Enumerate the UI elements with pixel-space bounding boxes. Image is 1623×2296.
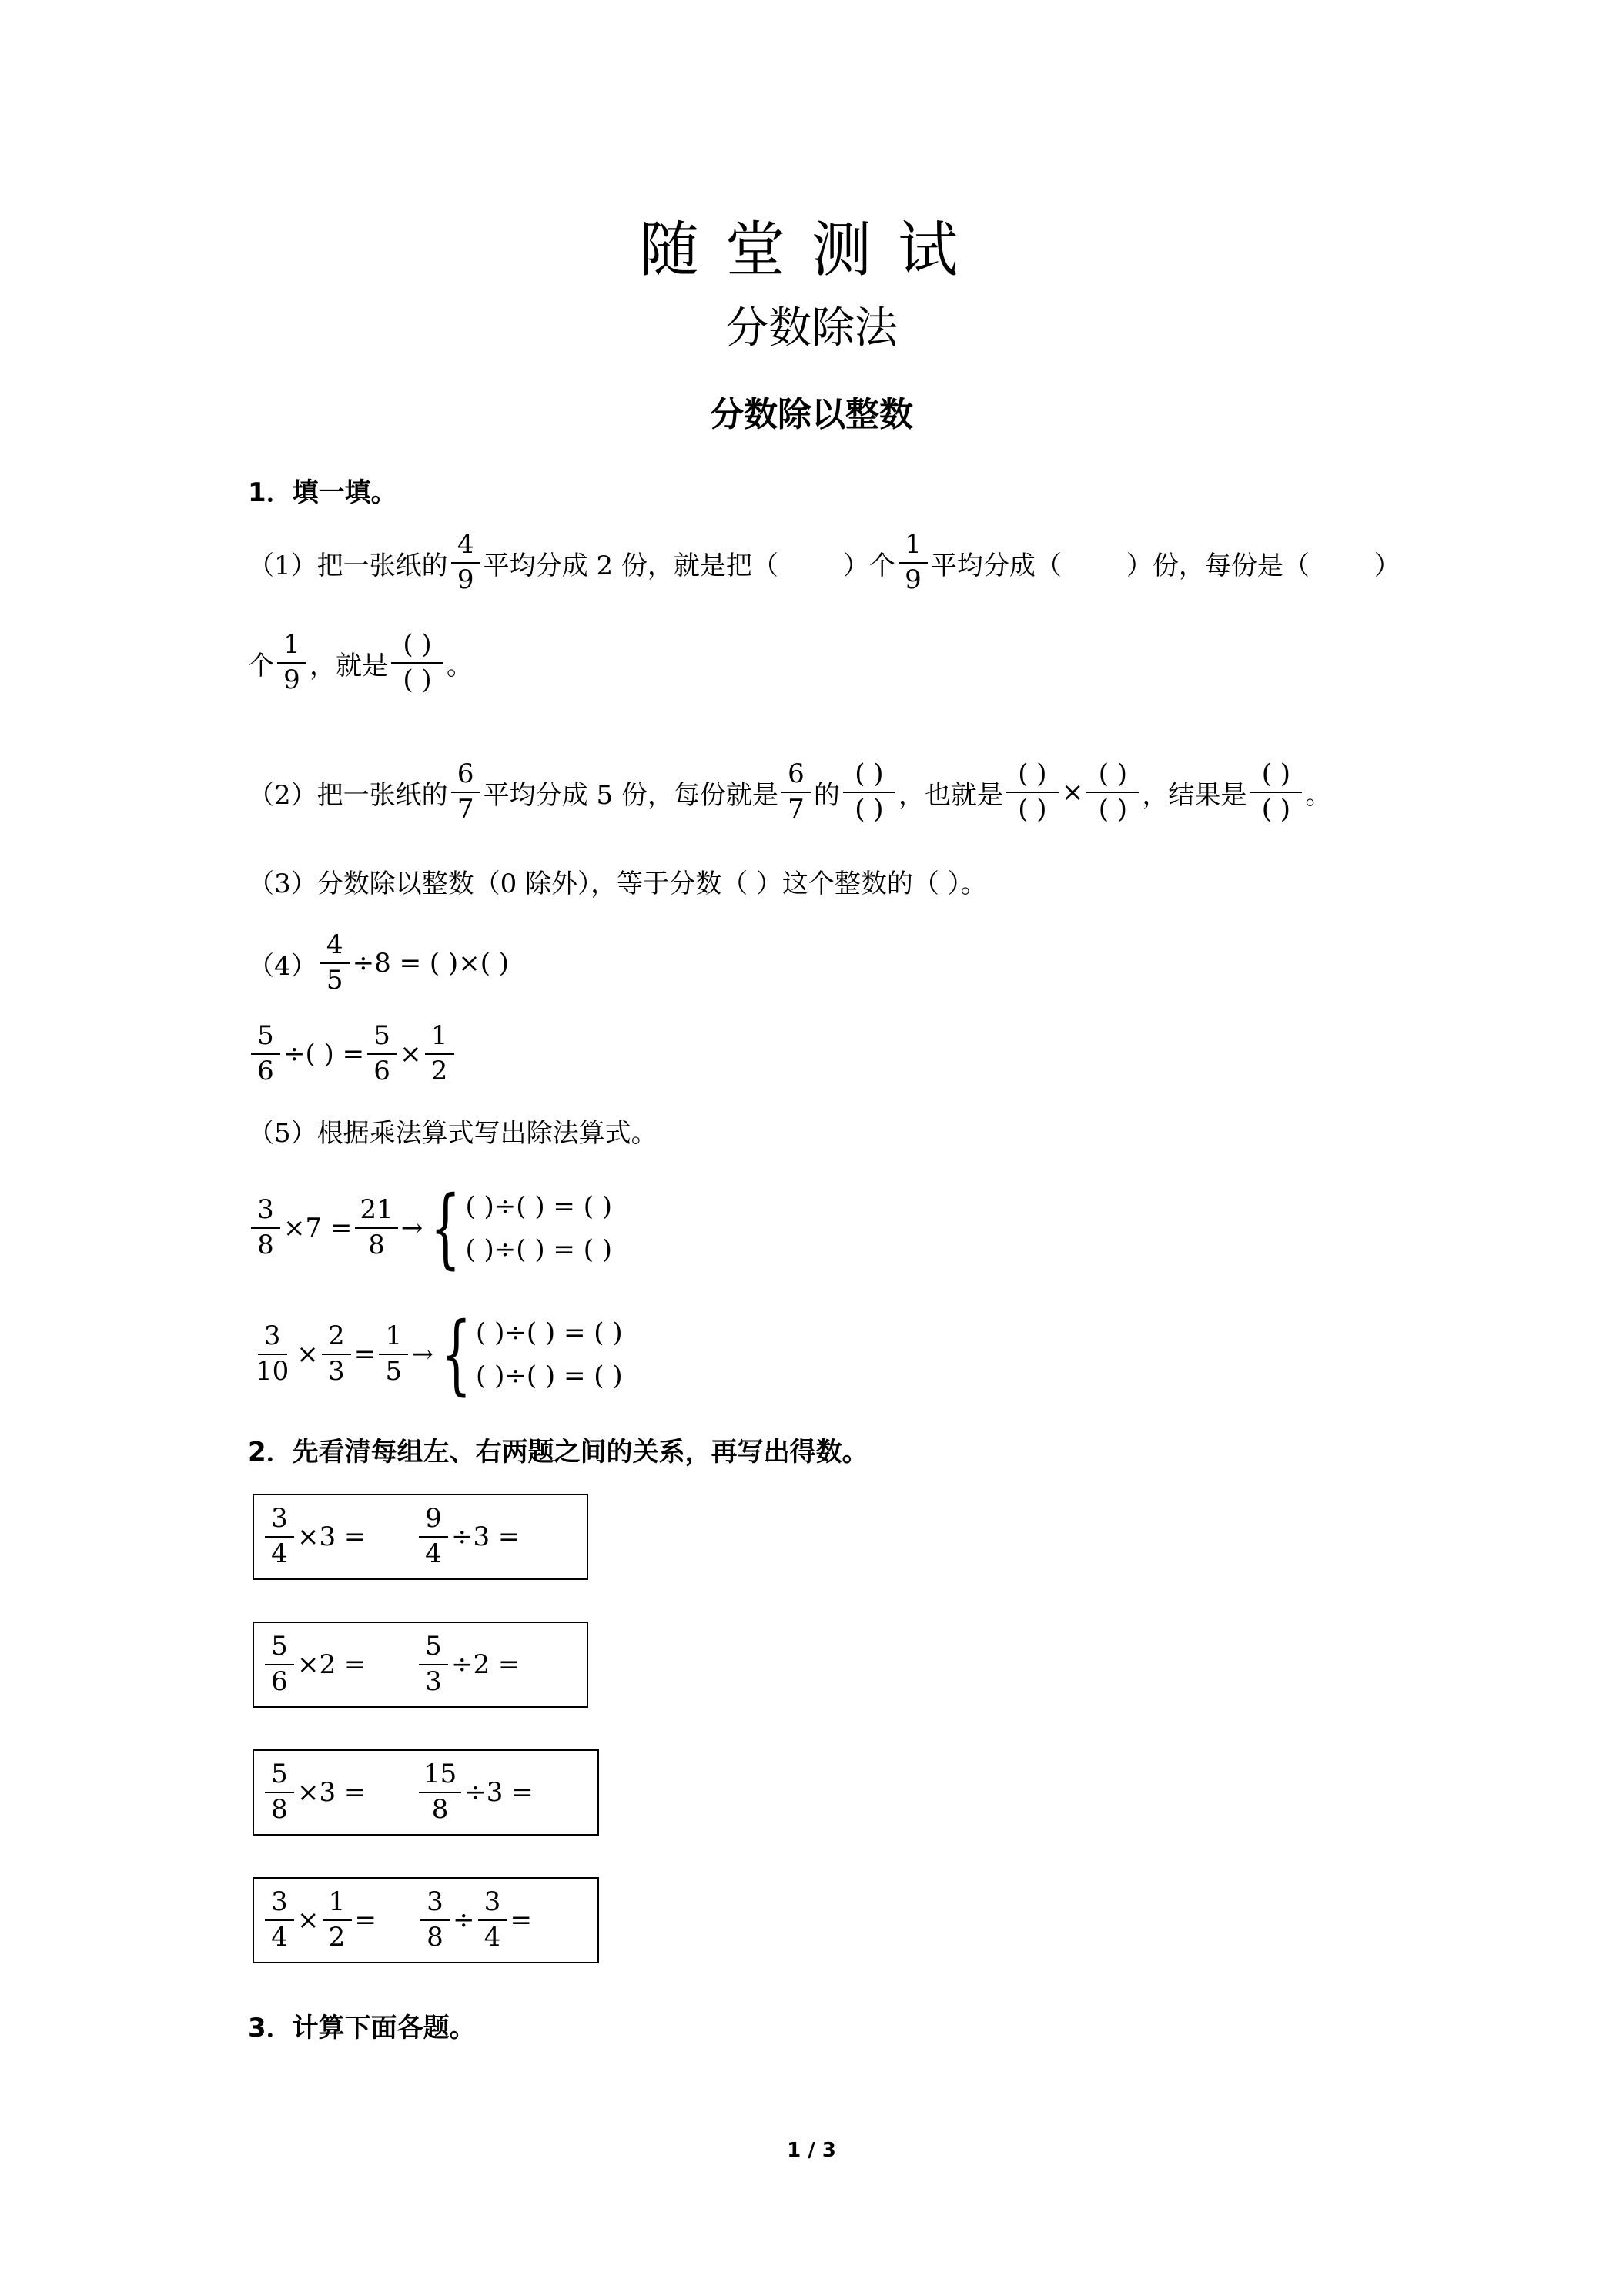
- division-blank-line[interactable]: ( )÷( ) = ( ): [476, 1317, 623, 1348]
- text: 平均分成 2 份，就是把（: [483, 550, 778, 581]
- denominator: 2: [430, 1056, 448, 1086]
- denominator: ( ): [1018, 794, 1047, 825]
- text: （3）分数除以整数（0 除外），等于分数（ ）这个整数的（ ）。: [248, 868, 987, 899]
- times-sign: ×: [400, 1039, 422, 1069]
- operation-text: ×2 =: [297, 1649, 366, 1680]
- denominator: 9: [457, 564, 474, 595]
- denominator: 8: [257, 1230, 274, 1260]
- text: ）份，每份是（: [1126, 550, 1310, 581]
- page-number: 1 / 3: [787, 2139, 836, 2162]
- section-title: 分数除以整数: [710, 395, 913, 434]
- denominator: 9: [283, 664, 300, 695]
- numerator: ( ): [1086, 761, 1139, 793]
- denominator: 10: [256, 1356, 289, 1387]
- denominator: ( ): [1261, 794, 1291, 825]
- q1-part4-line2: [248, 1012, 457, 1096]
- arrow-icon: →: [411, 1339, 433, 1370]
- pair-left: [262, 1751, 366, 1834]
- pair-right: [417, 1879, 532, 1962]
- denominator: 4: [425, 1538, 442, 1569]
- denominator: 6: [257, 1056, 274, 1086]
- text: （5）根据乘法算式写出除法算式。: [248, 1117, 658, 1149]
- numerator: 3: [265, 1889, 294, 1921]
- text: ）: [1374, 550, 1400, 581]
- brace-icon: {: [440, 1304, 471, 1404]
- answer-fraction[interactable]: [843, 758, 895, 825]
- numerator: 3: [478, 1889, 507, 1921]
- question-1-heading: 1．填一填。: [248, 477, 397, 508]
- fraction: [322, 1320, 351, 1387]
- fraction: [320, 929, 350, 996]
- numerator: ( ): [1250, 761, 1302, 793]
- numerator: 1: [323, 1889, 352, 1921]
- pair-left: [262, 1495, 366, 1578]
- pair-left: [262, 1879, 376, 1962]
- fraction: [420, 1886, 450, 1953]
- numerator: ( ): [391, 631, 443, 664]
- numerator: 1: [277, 631, 306, 664]
- denominator: 2: [328, 1922, 346, 1953]
- denominator: 8: [427, 1922, 443, 1953]
- question-3-heading: 3．计算下面各题。: [248, 2013, 476, 2043]
- answer-fraction[interactable]: [1086, 758, 1139, 825]
- arrow-icon: →: [400, 1213, 423, 1243]
- numerator: 2: [322, 1323, 351, 1355]
- pair-right: [416, 1495, 520, 1578]
- fraction: [265, 1505, 294, 1568]
- text: （4）: [248, 950, 317, 982]
- text: 个: [248, 650, 274, 681]
- times-sign: ×: [297, 1905, 320, 1936]
- q1-part5-instruction: [248, 1099, 658, 1161]
- fraction: [451, 531, 480, 594]
- pair-right: [416, 1751, 534, 1834]
- fraction: [478, 1886, 507, 1953]
- fraction: [367, 1022, 397, 1085]
- text: ）个: [842, 550, 895, 581]
- fraction: [355, 1194, 397, 1260]
- fraction: [251, 1194, 280, 1260]
- numerator: 1: [379, 1323, 408, 1355]
- division-system: [476, 1317, 623, 1391]
- fraction: [265, 1761, 294, 1823]
- equation-text: ×7 =: [283, 1213, 353, 1243]
- fraction: [251, 1320, 293, 1387]
- division-sign: ÷: [453, 1905, 475, 1936]
- pair-box: [253, 1877, 599, 1963]
- fraction: [265, 1633, 294, 1695]
- q1-part3-line: [248, 850, 987, 912]
- q1-part2-line: [248, 750, 1331, 835]
- numerator: 6: [451, 761, 480, 793]
- fraction: [251, 1022, 280, 1085]
- fraction: [379, 1320, 408, 1387]
- division-blank-line[interactable]: ( )÷( ) = ( ): [476, 1361, 623, 1391]
- equation-text: ÷8 = ( )×( ): [352, 948, 510, 979]
- operation-text: ×3 =: [297, 1777, 366, 1808]
- operation-text: =: [510, 1905, 532, 1936]
- fraction: [323, 1886, 352, 1953]
- answer-fraction[interactable]: [1250, 758, 1302, 825]
- denominator: ( ): [403, 664, 432, 695]
- division-system: [465, 1191, 612, 1265]
- answer-fraction[interactable]: [1006, 758, 1059, 825]
- numerator: 3: [420, 1889, 450, 1921]
- fraction: [899, 531, 928, 594]
- text: 。: [447, 650, 473, 681]
- answer-fraction[interactable]: [391, 631, 443, 694]
- page-subtitle: 分数除法: [725, 303, 898, 353]
- numerator: 5: [419, 1633, 448, 1665]
- fraction: [419, 1505, 448, 1568]
- text: ，就是: [310, 650, 388, 681]
- operation-text: =: [354, 1905, 376, 1936]
- q1-part5-equation-a: [248, 1178, 612, 1278]
- denominator: 3: [327, 1356, 345, 1387]
- fraction: [425, 1022, 454, 1085]
- equals-sign: =: [353, 1339, 376, 1370]
- division-blank-line[interactable]: ( )÷( ) = ( ): [465, 1191, 613, 1222]
- numerator: ( ): [1006, 761, 1059, 793]
- fraction: [419, 1761, 461, 1823]
- numerator: 5: [265, 1761, 294, 1793]
- denominator: 8: [271, 1794, 288, 1825]
- page-title: 随堂测试: [638, 216, 984, 285]
- denominator: 9: [905, 564, 922, 595]
- denominator: 6: [271, 1666, 288, 1697]
- text: ，也就是: [898, 779, 1003, 811]
- numerator: 3: [265, 1505, 294, 1538]
- division-blank-line[interactable]: ( )÷( ) = ( ): [465, 1234, 613, 1265]
- denominator: ( ): [855, 794, 884, 825]
- numerator: 15: [419, 1761, 461, 1793]
- text: （2）把一张纸的: [248, 779, 448, 811]
- text: 平均分成（: [930, 550, 1062, 581]
- numerator: 21: [355, 1197, 397, 1229]
- operation-text: ÷2 =: [451, 1649, 520, 1680]
- brace-icon: {: [430, 1178, 461, 1278]
- operation-text: ×3 =: [297, 1521, 366, 1552]
- pair-box: [253, 1749, 599, 1836]
- fraction: [419, 1633, 448, 1695]
- numerator: 5: [265, 1633, 294, 1665]
- operation-text: ÷3 =: [451, 1521, 520, 1552]
- denominator: 8: [431, 1794, 449, 1825]
- numerator: 1: [899, 531, 928, 564]
- text: （1）把一张纸的: [248, 550, 448, 581]
- denominator: 4: [271, 1538, 288, 1569]
- q1-part1-line1: [248, 520, 1400, 605]
- fraction: [277, 631, 306, 694]
- numerator: 4: [320, 932, 350, 964]
- denominator: 5: [326, 965, 343, 996]
- text: 的: [813, 779, 840, 811]
- pair-right: [416, 1623, 520, 1706]
- numerator: 3: [251, 1197, 280, 1229]
- denominator: 4: [484, 1922, 501, 1953]
- numerator: 5: [251, 1022, 280, 1055]
- times-sign: ×: [1061, 777, 1084, 808]
- pair-box: [253, 1494, 588, 1580]
- pair-box: [253, 1622, 588, 1708]
- q1-part4-line1: [248, 921, 509, 1006]
- denominator: 6: [373, 1056, 390, 1086]
- denominator: ( ): [1098, 794, 1128, 825]
- fraction: [451, 758, 480, 825]
- fraction: [781, 758, 811, 825]
- denominator: 7: [457, 794, 474, 825]
- q1-part1-line2: [248, 621, 473, 705]
- numerator: 6: [781, 761, 811, 793]
- numerator: 4: [451, 531, 480, 564]
- text: ，结果是: [1142, 779, 1247, 811]
- numerator: 3: [258, 1323, 287, 1355]
- operation-text: ÷3 =: [464, 1777, 534, 1808]
- numerator: 5: [367, 1022, 397, 1055]
- denominator: 8: [368, 1230, 385, 1260]
- denominator: 4: [271, 1922, 288, 1953]
- pair-left: [262, 1623, 366, 1706]
- text: 平均分成 5 份，每份就是: [483, 779, 778, 811]
- times-sign: ×: [296, 1339, 319, 1370]
- denominator: 7: [788, 794, 805, 825]
- equation-text: ÷( ) =: [283, 1039, 365, 1069]
- numerator: 9: [419, 1505, 448, 1538]
- numerator: ( ): [843, 761, 895, 793]
- q1-part5-equation-b: [248, 1304, 623, 1404]
- numerator: 1: [425, 1022, 454, 1055]
- fraction: [265, 1886, 294, 1953]
- denominator: 5: [385, 1356, 403, 1387]
- text: 。: [1305, 779, 1332, 811]
- question-2-heading: 2．先看清每组左、右两题之间的关系，再写出得数。: [248, 1437, 868, 1468]
- denominator: 3: [425, 1666, 442, 1697]
